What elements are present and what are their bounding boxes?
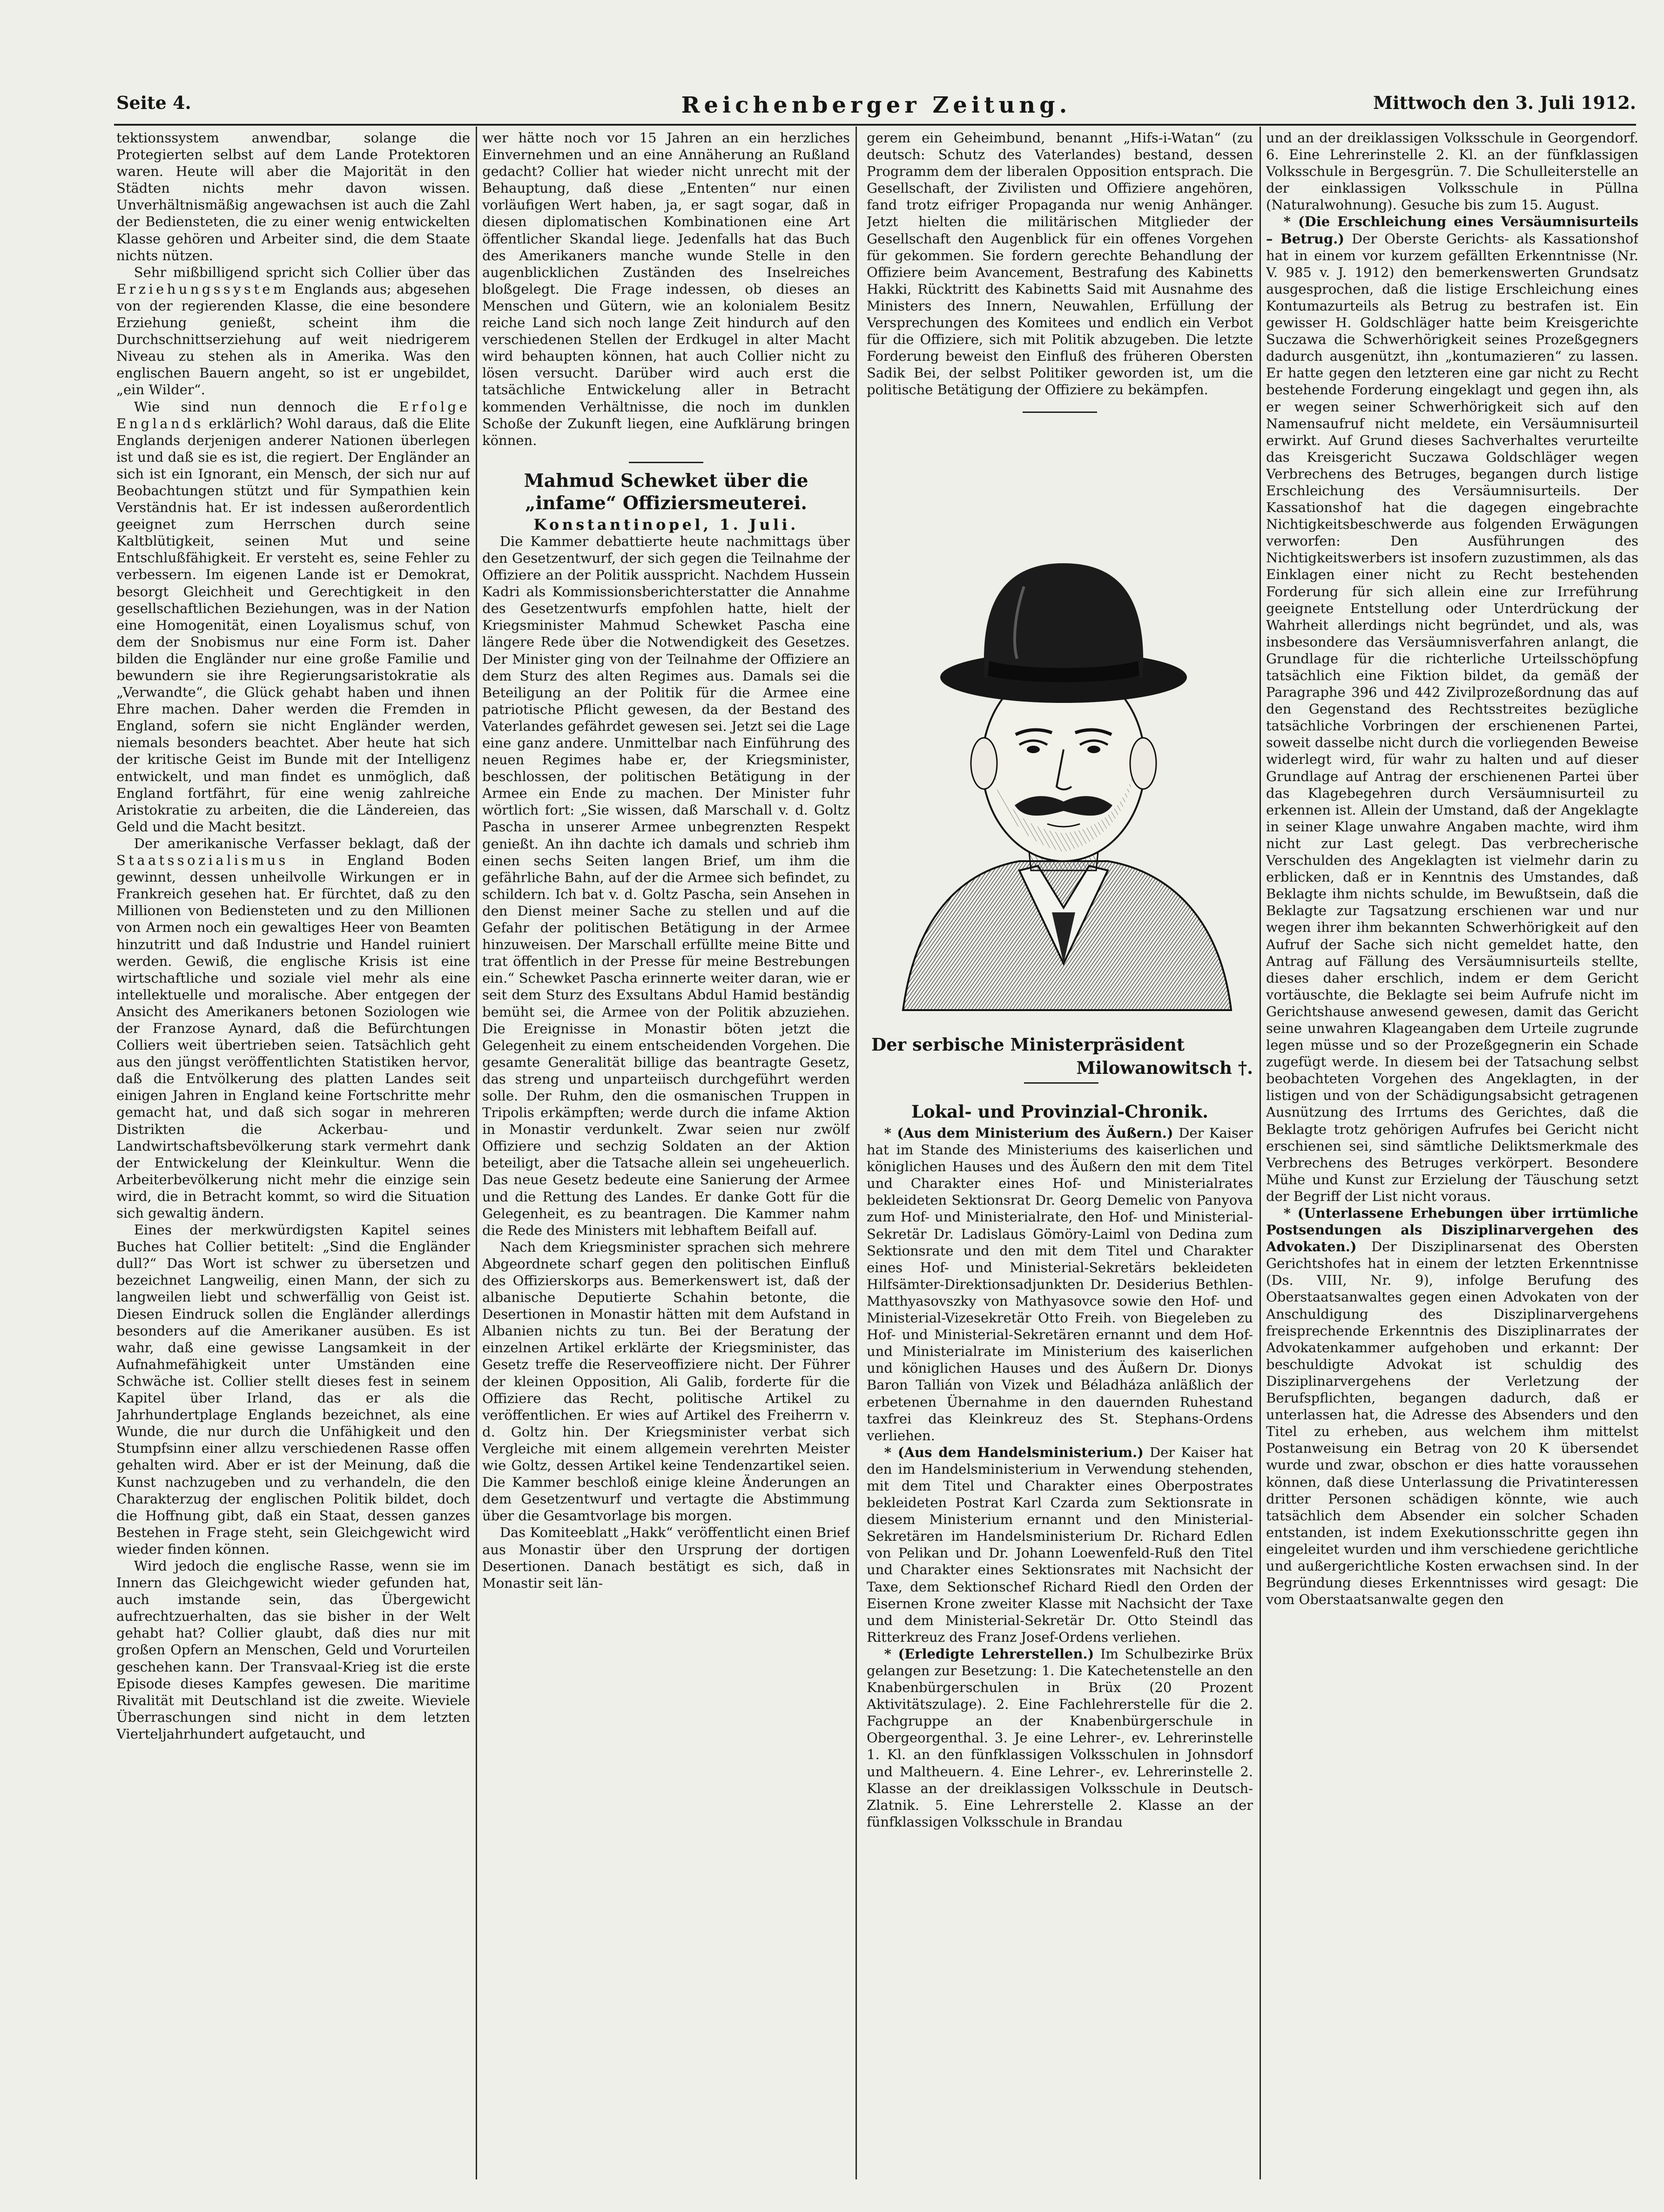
- paragraph: und an der dreiklassigen Volksschule in Georgendorf. 6. Eine Lehrerinstelle 2. Kl. an der fünfklassigen Volksschule in Bergesgrün. 7. Die Schulleiterstelle an der einklassigen Volksschule in Püllna (Naturalwohnung). Gesuche bis zum 15. August.: [1266, 130, 1638, 213]
- paragraph: Sehr mißbilligend spricht sich Collier über das Erziehungssystem Englands aus; abgesehen von der regierenden Klasse, die eine besondere Erziehung genießt, scheint ihm die Durchschnittserziehung auf weit niedrigerem Niveau zu stehen als in Amerika. Was den englischen Bauern angeht, so ist er ungebildet, „ein Wilder“.: [116, 264, 470, 398]
- paragraph: Das Komiteeblatt „Hakk“ veröffentlicht einen Brief aus Monastir über den Ursprung der dortigen Desertionen. Danach bestätigt es sich, daß in Monastir seit län-: [482, 1524, 850, 1591]
- paragraph: Der amerikanische Verfasser beklagt, daß der Staatssozialismus in England Boden gewinnt, dessen unheilvolle Wirkungen er in Frankreich gesehen hat. Er fürchtet, daß zu den Millionen von Bediensteten und zu den Millionen von Armen noch ein gewaltiges Heer von Beamten hinzutritt und daß Industrie und Handel ruiniert werden. Gewiß, die englische Krisis ist eine wirtschaftliche und soziale viel mehr als eine intellektuelle und moralische. Aber entgegen der Ansicht des Amerikaners betonen Soziologen wie der Franzose Aynard, daß die Befürchtungen Colliers weit übertrieben seien. Tatsächlich geht aus den jüngst veröffentlichten Statistiken hervor, daß die Entvölkerung des platten Landes seit einigen Jahren in England keine Fortschritte mehr gemacht hat, und daß sich sogar in mehreren Distrikten die Ackerbau- und Landwirtschaftsbevölkerung stark vermehrt dank der Entwickelung der Kleinkultur. Wenn die Arbeiterbevölkerung nicht mehr die einzige sein wird, die in Betracht kommt, so wird die Situation sich gewaltig ändern.: [116, 835, 470, 1221]
- portrait-caption-line1: Der serbische Ministerpräsident: [871, 1034, 1185, 1055]
- column-divider: [476, 127, 477, 2179]
- section-heading: Lokal- und Provinzial-Chronik.: [911, 1101, 1209, 1122]
- column-1: [116, 129, 470, 2175]
- issue-date: Mittwoch den 3. Juli 1912.: [1373, 92, 1636, 113]
- news-item: * (Aus dem Handelsministerium.) Der Kaiser hat den im Handelsministerium in Verwendung stehenden, mit dem Titel und Charakter eines Oberpostrates bekleideten Postrat Karl Czarda zum Sektionsrate in diesem Ministerium ernannt und den Ministerial-Sekretären im Handelsministerium Dr. Richard Edlen von Pelikan und Dr. Johann Loewenfeld-Ruß den Titel und Charakter eines Sektionsrates mit Nachsicht der Taxe, dem Sektionschef Richard Riedl den Orden der Eisernen Krone zweiter Klasse mit Nachsicht der Taxe und dem Ministerial-Sekretär Dr. Otto Steindl das Ritterkreuz des Franz Josef-Ordens verliehen.: [867, 1444, 1253, 1645]
- dateline: Konstantinopel, 1. Juli.: [533, 515, 799, 533]
- section-rule: [629, 462, 703, 463]
- page-number: Seite 4.: [116, 92, 191, 113]
- masthead-title: Reichenberger Zeitung.: [681, 92, 1071, 118]
- paragraph: Wird jedoch die englische Rasse, wenn sie im Innern das Gleichgewicht wieder gefunden hat, auch imstande sein, das Übergewicht aufrechtzuerhalten, das sie bisher in der Welt gehabt hat? Collier glaubt, daß dies nur mit großen Opfern an Menschen, Geld und Vorurteilen geschehen kann. Der Transvaal-Krieg ist die erste Episode dieses Kampfes gewesen. Die maritime Rivalität mit Deutschland ist die zweite. Wieviele Überraschungen sind nicht in dem letzten Vierteljahrhundert aufgetaucht, und: [116, 1558, 470, 1742]
- page-header: [116, 92, 1636, 125]
- portrait-caption-line2: Milowanowitsch †.: [1076, 1058, 1253, 1078]
- column-2: [482, 129, 850, 2175]
- column-divider: [856, 127, 857, 2179]
- paragraph: Wie sind nun dennoch die Erfolge Englands erklärlich? Wohl daraus, daß die Elite Englands derjenigen anderer Nationen überlegen ist und daß sie es ist, die regiert. Der Engländer an sich ist ein Ignorant, ein Mensch, der sich nur auf Beobachtungen stützt und für Sympathien kein Verständnis hat. Er ist indessen außerordentlich geeignet zum Herrschen durch seine Kaltblütigkeit, seinen Mut und seine Entschlußfähigkeit. Er versteht es, seine Fehler zu verbessern. Im eigenen Lande ist er Demokrat, besorgt Gleichheit und Gerechtigkeit in den gesellschaftlichen Beziehungen, was in der Nation eine Homogenität, einen Loyalismus schuf, von dem der Snobismus nur eine Form ist. Daher bilden die Engländer nur eine große Familie und bewundern sie ihre Regierungsaristokratie als „Verwandte“, die Glück gehabt haben und ihnen Ehre machen. Daher werden die Fremden in England, sofern sie nicht Engländer werden, niemals besonders beachtet. Aber heute hat sich der kritische Geist im Bunde mit der Intelligenz entwickelt, und man findet es unmöglich, daß England fortfährt, für eine wenig zahlreiche Aristokratie zu arbeiten, die die Ländereien, das Geld und die Macht besitzt.: [116, 398, 470, 835]
- paragraph: gerem ein Geheimbund, benannt „Hifs-i-Watan“ (zu deutsch: Schutz des Vaterlandes) bestand, dessen Programm dem der liberalen Opposition entsprach. Die Gesellschaft, der Zivilisten und Offiziere angehören, fand trotz eifriger Propaganda nur wenig Anhänger. Jetzt hielten die militärischen Mitglieder der Gesellschaft den Augenblick für ein offenes Vorgehen für gekommen. Sie fordern gerechte Behandlung der Offiziere beim Avancement, Bestrafung des Kabinetts Hakki, Rücktritt des Kabinetts Said mit Ausnahme des Ministers des Innern, Neuwahlen, Erfüllung der Versprechungen des Komitees und endlich ein Verbot für die Offiziere, sich mit Politik abzugeben. Die letzte Forderung beweist den Einfluß des früheren Obersten Sadik Bei, der selbst Politiker geworden ist, um die politische Betätigung der Offiziere zu bekämpfen.: [867, 130, 1253, 398]
- column-3-top: [867, 129, 1253, 525]
- column-4: [1266, 129, 1638, 2175]
- paragraph: wer hätte noch vor 15 Jahren an ein herzliches Einvernehmen und an eine Annäherung an Rußland gedacht? Collier hat wieder nicht unrecht mit der Behauptung, daß diese „Ententen“ nur einen vorläufigen Wert haben, ja, er sagt sogar, daß in diesen diplomatischen Kombinationen eine Art öffentlicher Skandal liege. Jedenfalls hat das Buch des Amerikaners manche wunde Stelle in den augenblicklichen Zuständen des Inselreiches bloßgelegt. Die Frage indessen, ob dieses an Menschen und Gütern, wie an kolonialem Besitz reiche Land sich noch lange Zeit hindurch auf den verschiedenen Stellen der Erdkugel in alter Macht wird behaupten können, hat auch Collier nicht zu lösen versucht. Darüber wird auch erst die tatsächliche Entwickelung aller in Betracht kommenden Verhältnisse, die noch im dunklen Schoße der Zukunft liegen, eine Aufklärung bringen können.: [482, 130, 850, 448]
- news-item: * (Erledigte Lehrerstellen.) Im Schulbezirke Brüx gelangen zur Besetzung: 1. Die Katechetenstelle an den Knabenbürgerschulen in Brüx (20 Prozent Aktivitätszulage). 2. Eine Fachlehrerstelle für die 2. Fachgruppe an der Knabenbürgerschule in Obergeorgenthal. 3. Je eine Lehrer-, ev. Lehrerinstelle 1. Kl. an den fünfklassigen Volksschulen in Johnsdorf und Maltheuern. 4. Eine Lehrer-, ev. Lehrerinstelle 2. Klasse an der dreiklassigen Volksschule in Deutsch-Zlatnik. 5. Eine Lehrerstelle 2. Klasse an der fünfklassigen Volksschule in Brandau: [867, 1646, 1253, 1830]
- news-item: * (Die Erschleichung eines Versäumnisurteils – Betrug.) Der Oberste Gerichts- als Kassationshof hat in einem vor kurzem gefällten Erkenntnisse (Nr. V. 985 v. J. 1912) den bemerkenswerten Grundsatz ausgesprochen, daß die listige Erschleichung eines Kontumazurteils als Betrug zu bestrafen ist. Ein gewisser H. Goldschläger hatte beim Kreisgerichte Suczawa die Schwerhörigkeit seines Prozeßgegners dadurch ausgenützt, ihn „kontumazieren“ zu lassen. Er hatte gegen den letzteren eine gar nicht zu Recht bestehende Forderung eingeklagt und gegen ihn, als er wegen seiner Schwerhörigkeit sich auf den Namensaufruf nicht meldete, ein Versäumnisurteil erwirkt. Auf Grund dieses Sachverhaltes verurteilte das Kreisgericht Suczawa Goldschläger wegen Verbrechens des Betruges, begangen durch listige Erschleichung des Versäumnisurteils. Der Kassationshof hat die dagegen eingebrachte Nichtigkeitsbeschwerde aus folgenden Erwägungen verworfen: Den Ausführungen des Nichtigkeitswerbers ist insofern zuzustimmen, als das Einklagen einer nicht zu Recht bestehenden Forderung für sich allein eine zur Irreführung geeignete Entstellung oder Unterdrückung der Wahrheit allerdings nicht begründet, und als, was insbesondere das Versäumnisverfahren anlangt, die Grundlage für die richterliche Urteilsschöpfung tatsächlich eine Fiktion bildet, da gemäß der Paragraphe 396 und 442 Zivilprozeßordnung das auf den Gegenstand des Rechtsstreites bezügliche tatsächliche Vorbringen der erschienenen Partei, soweit dasselbe nicht durch die vorliegenden Beweise widerlegt wird, für wahr zu halten und auf dieser Grundlage auf Antrag der erschienenen Partei über das Klagebegehren durch Versäumnisurteil zu erkennen ist. Allein der Umstand, daß der Angeklagte in seiner Klage unwahre Angaben machte, wird ihm nicht zur Last gelegt. Das verbrecherische Verschulden des Angeklagten ist vielmehr darin zu erblicken, daß er in Kenntnis des Umstandes, daß Beklagte ihm nichts schulde, im Bewußtsein, daß die Beklagte zur Tagsatzung erschienen war und nur wegen ihrer ihm bekannten Schwerhörigkeit auf den Aufruf der Sache sich nicht gemeldet hatte, den Antrag auf Fällung des Versäumnisurteils stellte, dieses daher erschlich, indem er dem Gericht vortäuschte, die Beklagte sei beim Aufrufe nicht im Gerichtshause anwesend gewesen, damit das Gericht seine unwahren Klageangaben dem Urteile zugrunde legen müsse und so der Prozeßgegnerin ein Schade zugefügt werde. In diesem bei der Tatsachung selbst beobachteten Vorgehen des Angeklagten, in der listigen und von der Schädigungsabsicht getragenen Ausnützung des Irrtums des Gerichtes, daß die Beklagte trotz gehörigen Aufrufes bei Gericht nicht erschienen sei, sind sämtliche Deliktsmerkmale des Verbrechens des Betruges verkörpert. Besondere Mühe und Kunst zur Erzielung der Täuschung setzt der Begriff der List nicht voraus.: [1266, 214, 1638, 1204]
- news-item: * (Aus dem Ministerium des Äußern.) Der Kaiser hat im Stande des Ministeriums des kaiserlichen und königlichen Hauses und des Äußern den mit dem Titel und Charakter eines Hof- und Ministerialrates bekleideten Sektionsrat Dr. Georg Demelic von Panyova zum Hof- und Ministerialrate, den Hof- und Ministerial-Sekretär Dr. Ladislaus Gömöry-Laiml von Dedina zum Sektionsrate und den mit dem Titel und Charakter eines Hof- und Ministerial-Sekretärs bekleideten Hilfsämter-Direktionsadjunkten Dr. Desiderius Bethlen-Matthyasovszky von Mathyasovce sowie den Hof- und Ministerial-Vizesekretär Otto Freih. von Biegeleben zu Hof- und Ministerial-Sekretären ernannt und dem Hof- und Ministerialrate im Ministerium des kaiserlichen und königlichen Hauses und des Äußern Dr. Dionys Baron Tallián von Vizek und Béladháza anläßlich der erbetenen Übernahme in den dauernden Ruhestand taxfrei das Kleinkreuz des St. Stephans-Ordens verliehen.: [867, 1125, 1253, 1443]
- paragraph: Eines der merkwürdigsten Kapitel seines Buches hat Collier betitelt: „Sind die Engländer dull?“ Das Wort ist schwer zu übersetzen und bezeichnet Langweilig, einen Mann, der sich zu langweilen liebt und schwerfällig von Geist ist. Diesen Eindruck sollen die Engländer allerdings besonders auf die Amerikaner ausüben. Es ist wahr, daß eine gewisse Langsamkeit in der Aufnahmefähigkeit unter Umständen eine Schwäche ist. Collier stellt dieses fest in seinem Kapitel über Irland, das er als die Jahrhundertplage Englands bezeichnet, als eine Wunde, die nur durch die Unfähigkeit und den Stumpfsinn einer allzu verschiedenen Rasse offen gehalten wird. Aber er ist der Meinung, daß die Kunst nachzugeben und zu verhandeln, die den Charakterzug der englischen Politik bildet, doch die Hoffnung gibt, daß ein Staat, dessen ganzes Bestehen in Frage steht, sein Gleichgewicht wird wieder finden können.: [116, 1222, 470, 1557]
- article-headline: Mahmud Schewket über die „infame“ Offiziersmeuterei.: [524, 470, 808, 514]
- paragraph: Nach dem Kriegsminister sprachen sich mehrere Abgeordnete scharf gegen den politischen Einfluß des Offizierskorps aus. Bemerkenswert ist, daß der albanische Deputierte Schahin betonte, die Desertionen in Monastir hätten mit dem Aufstand in Albanien nichts zu tun. Bei der Beratung der einzelnen Artikel erklärte der Kriegsminister, das Gesetz treffe die Reserveoffiziere nicht. Der Führer der kleinen Opposition, Ali Galib, forderte für die Offiziere das Recht, politische Artikel zu veröffentlichen. Er wies auf Artikel des Freiherrn v. d. Goltz hin. Der Kriegsminister verbat sich Vergleiche mit einem allgemein verehrten Meister wie Goltz, dessen Artikel keine Tendenzartikel seien. Die Kammer beschloß einige kleine Änderungen an dem Gesetzentwurf und vertagte die Abstimmung über die Gesamtvorlage bis morgen.: [482, 1239, 850, 1524]
- paragraph: Die Kammer debattierte heute nachmittags über den Gesetzentwurf, der sich gegen die Teilnahme der Offiziere an der Politik ausspricht. Nachdem Hussein Kadri als Kommissionsberichterstatter die Annahme des Gesetzentwurfs empfohlen hatte, hielt der Kriegsminister Mahmud Schewket Pascha eine längere Rede über die Notwendigkeit des Gesetzes. Der Minister ging von der Teilnahme der Offiziere an dem Sturz des alten Regimes aus. Damals sei die Beteiligung an der Politik für die Armee eine patriotische Pflicht gewesen, da der Bestand des Vaterlandes gefährdet gewesen sei. Jetzt sei die Lage eine ganz andere. Unmittelbar nach Einführung des neuen Regimes habe er, der Kriegsminister, beschlossen, der politischen Betätigung in der Armee ein Ende zu machen. Der Minister fuhr wörtlich fort: „Sie wissen, daß Marschall v. d. Goltz Pascha in unserer Armee unbegrenzten Respekt genießt. An ihn dachte ich damals und schrieb ihm einen sechs Seiten langen Brief, um ihm die gefährliche Bahn, auf der die Armee sich befindet, zu schildern. Ich bat v. d. Goltz Pascha, sein Ansehen in den Dienst meiner Sache zu stellen und auf die Gefahr der politischen Betätigung in der Armee hinzuweisen. Der Marschall erfüllte meine Bitte und trat öffentlich in der Presse für meine Bestrebungen ein.“ Schewket Pascha erinnerte weiter daran, wie er seit dem Sturz des Exsultans Abdul Hamid beständig bemüht sei, die Armee von der Politik abzuziehen. Die Ereignisse in Monastir böten jetzt die Gelegenheit zu einem entscheidenden Vorgehen. Die gesamte Generalität billige das beantragte Gesetz, das streng und unparteiisch durchgeführt werden solle. Der Ruhm, den die osmanischen Truppen in Tripolis erkämpften; werde durch die infame Aktion in Monastir verdunkelt. Zwar seien nur zwölf Offiziere und sechzig Soldaten an der Aktion beteiligt, aber die Tatsache allein sei ungeheuerlich. Das neue Gesetz bedeute eine Sanierung der Armee und die Rettung des Landes. Er danke Gott für die Gelegenheit, es zu beantragen. Die Kammer nahm die Rede des Ministers mit lebhaftem Beifall auf.: [482, 533, 850, 1238]
- column-divider: [1260, 127, 1261, 2179]
- local-chronicle: [867, 1094, 1253, 2175]
- header-rule: [114, 124, 1636, 126]
- section-rule: [1023, 411, 1097, 413]
- section-rule: [1024, 1082, 1098, 1084]
- paragraph: tektionssystem anwendbar, solange die Protegierten selbst auf dem Lande Protektoren waren. Heute will aber die Majorität in den Städten nichts mehr davon wissen. Unverhältnismäßig angewachsen ist auch die Zahl der Bediensteten, die zu einer wenig entwickelten Klasse gehören und Arbeiter sind, die dem Staate nichts nützen.: [116, 130, 470, 263]
- news-item: * (Unterlassene Erhebungen über irrtümliche Postsendungen als Disziplinarvergehen des Advokaten.) Der Disziplinarsenat des Obersten Gerichtshofes hat in einem der letzten Erkenntnisse (Ds. VIII, Nr. 9), infolge Berufung des Oberstaatsanwaltes gegen einen Advokaten von der Anschuldigung des Disziplinarvergehens freisprechende Erkenntnis des Disziplinarrates der Advokatenkammer aufgehoben und erkannt: Der beschuldigte Advokat ist schuldig des Disziplinarvergehens der Verletzung der Berufspflichten, begangen dadurch, daß er unterlassen hat, die Adresse des Absenders und den Titel zu erheben, aus welchem ihm mittelst Postanweisung ein Betrag von 20 K übersendet wurde und zwar, obschon er dies hatte voraussehen können, daß diese Unterlassung die Privatinteressen dritter Personen schädigen könnte, wie auch tatsächlich dem Absender ein solcher Schaden entstanden, ist indem Exekutionsschritte gegen ihn eingeleitet wurden und ihm verschiedene gerichtliche und außergerichtliche Kosten erwachsen sind. In der Begründung dieses Erkenntnisses wird gesagt: Die vom Oberstaatsanwalte gegen den: [1266, 1205, 1638, 1608]
- portrait-illustration: [884, 545, 1243, 1024]
